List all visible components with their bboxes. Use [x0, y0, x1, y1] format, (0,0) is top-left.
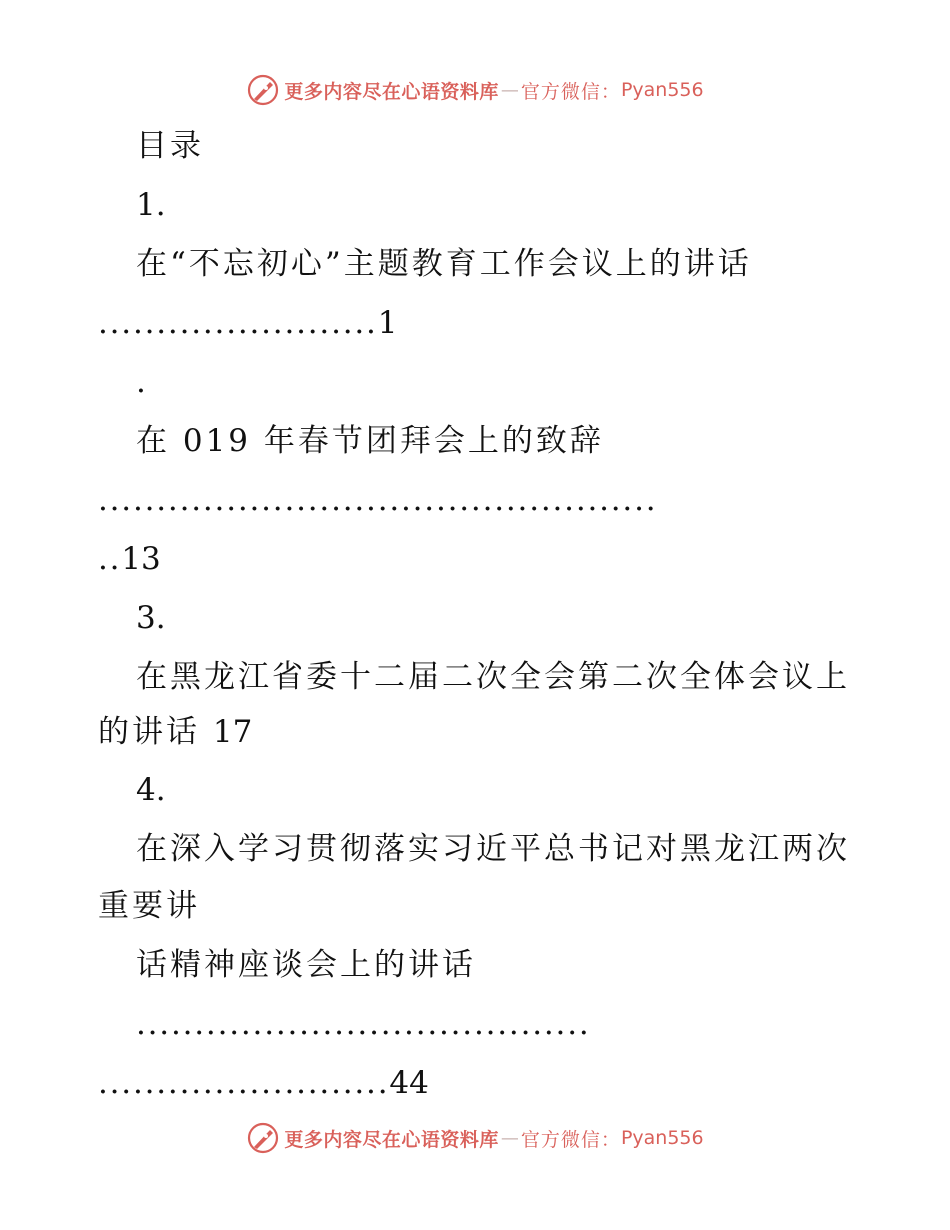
- toc-entry-2-leader-tail: [98, 539, 161, 579]
- watermark-account: Pyan556: [620, 1127, 704, 1149]
- header-watermark: [0, 70, 950, 110]
- toc-entry-1-title: 在“不忘初心”主题教育工作会议上的讲话: [136, 246, 752, 282]
- toc-entry-2-page: 13: [121, 541, 161, 577]
- toc-entry-4-leader-tail: [98, 1063, 429, 1103]
- watermark-sub-text: 官方微信：: [520, 80, 621, 103]
- footer-watermark: [0, 1118, 950, 1158]
- toc-entry-2-leader: ................................................: [98, 482, 658, 518]
- toc-entry-3-title-end: 的讲话: [98, 714, 200, 750]
- toc-entry-4-number: 4.: [136, 772, 166, 808]
- watermark-sub-text: 官方微信：: [520, 1128, 621, 1151]
- dot-leader: ........................: [98, 305, 378, 341]
- watermark-main-text: 更多内容尽在心语资料库: [284, 80, 499, 103]
- toc-entry-2-number: .: [136, 364, 146, 400]
- dot-leader: ..: [98, 541, 122, 577]
- watermark-separator: —: [500, 1127, 519, 1149]
- watermark-main-text: 更多内容尽在心语资料库: [284, 1128, 499, 1151]
- watermark-account: Pyan556: [620, 79, 704, 101]
- dot-leader: .........................: [98, 1065, 390, 1101]
- toc-entry-4-title-line3: 话精神座谈会上的讲话: [136, 947, 476, 983]
- toc-entry-1-page: 1: [377, 305, 398, 341]
- toc-entry-1-number: 1.: [136, 187, 166, 223]
- toc-title: 目录: [136, 128, 204, 164]
- logo-icon: [246, 73, 280, 107]
- toc-entry-4-title-line1: 在深入学习贯彻落实习近平总书记对黑龙江两次: [136, 831, 850, 867]
- toc-entry-4-page: 44: [389, 1065, 429, 1101]
- toc-entry-2-title: 在 019 年春节团拜会上的致辞: [136, 423, 604, 459]
- toc-entry-3-page: 17: [212, 714, 253, 750]
- toc-entry-4-leader: .......................................: [136, 1006, 591, 1042]
- toc-entry-1-leader: [98, 303, 397, 343]
- toc-entry-3-title-line2: [98, 712, 252, 752]
- toc-entry-3-number: 3.: [136, 600, 166, 636]
- watermark-separator: —: [500, 79, 519, 101]
- logo-icon: [246, 1121, 280, 1155]
- toc-entry-4-title-line2: 重要讲: [98, 888, 200, 924]
- toc-entry-3-title-line1: 在黑龙江省委十二届二次全会第二次全体会议上: [136, 659, 850, 695]
